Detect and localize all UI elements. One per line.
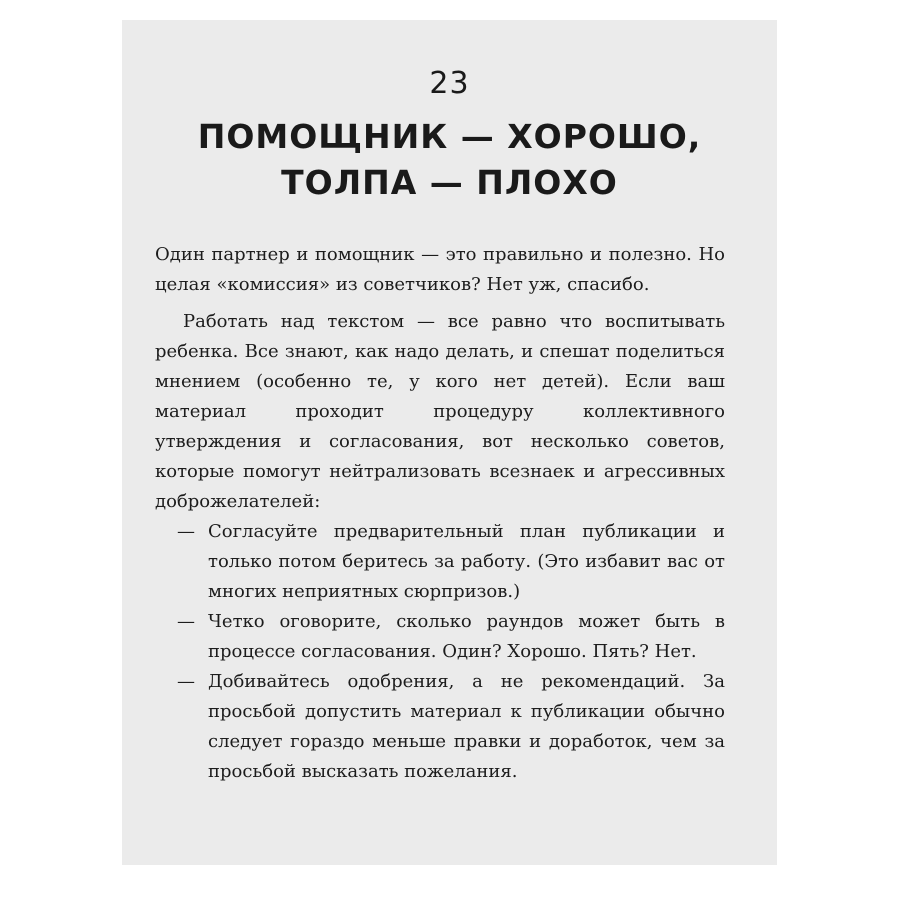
- advice-list: [155, 517, 725, 787]
- body-text: [155, 240, 725, 787]
- list-item: [155, 607, 725, 667]
- paragraph-main: Работать над текстом — все равно что воспитывать ребенка. Все знают, как надо делать, и спешат поделиться мнением (особенно те, у кого нет детей). Если ваш материал проходит процедуру коллективного утверждения и согласования, вот несколько советов, которые помогут нейтрализовать всезнаек и агрессивных доброжелателей:: [155, 311, 725, 512]
- chapter-title: [122, 114, 777, 206]
- book-page: [122, 20, 777, 865]
- chapter-title-line-1: ПОМОЩНИК — ХОРОШО,: [197, 117, 702, 156]
- list-item-text: Четко оговорите, сколько раундов может быть в процессе согласования. Один? Хорошо. Пять? Нет.: [208, 611, 725, 662]
- paragraph-intro: Один партнер и помощник — это правильно и полезно. Но целая «комиссия» из советчиков? Нет уж, спасибо.: [155, 244, 725, 295]
- chapter-title-line-2: ТОЛПА — ПЛОХО: [281, 163, 618, 202]
- list-dash: —: [177, 611, 195, 632]
- list-item-text: Согласуйте предварительный план публикации и только потом беритесь за работу. (Это избавит вас от многих неприятных сюрпризов.): [208, 521, 725, 602]
- list-dash: —: [177, 671, 195, 692]
- list-dash: —: [177, 521, 195, 542]
- list-item: [155, 667, 725, 787]
- chapter-number: 23: [429, 66, 470, 101]
- list-item: [155, 517, 725, 607]
- list-item-text: Добивайтесь одобрения, а не рекомендаций. За просьбой допустить материал к публикации обычно следует гораздо меньше правки и доработок, чем за просьбой высказать пожелания.: [208, 671, 725, 782]
